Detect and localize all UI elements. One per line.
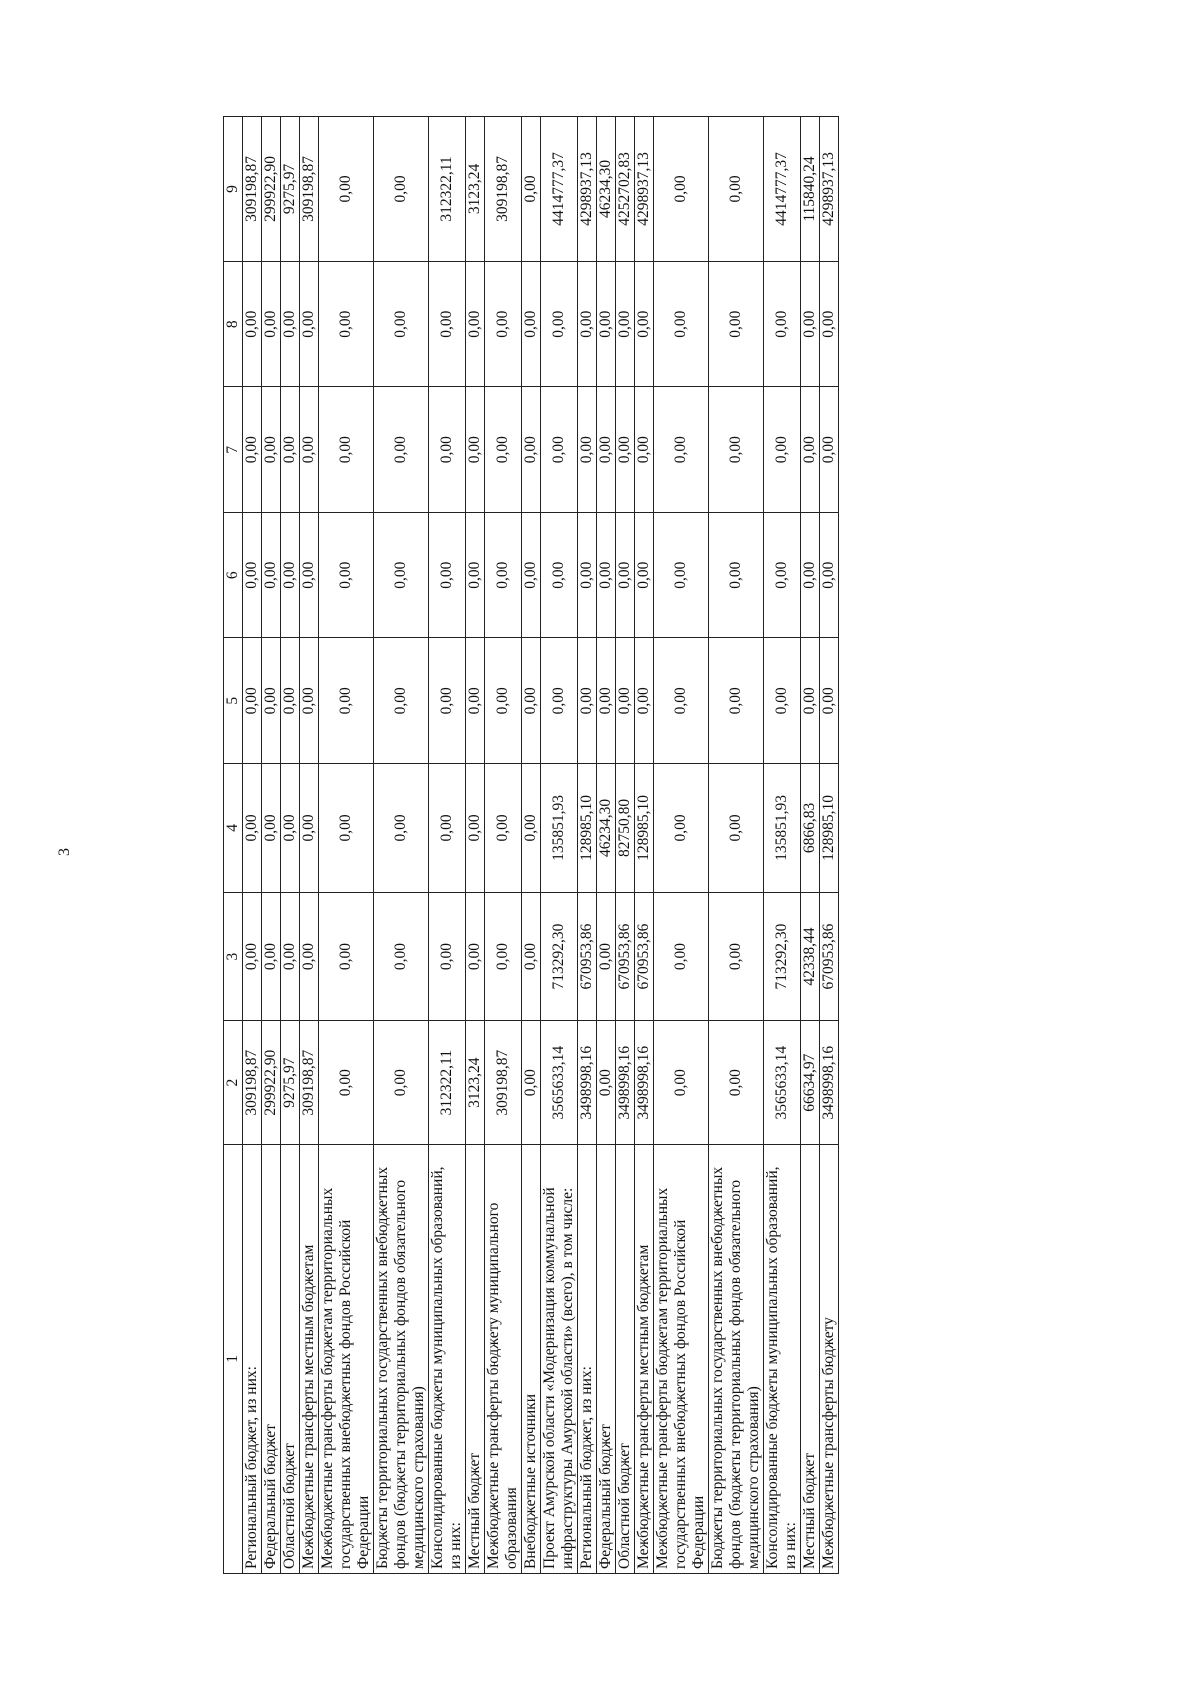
row-label: Региональный бюджет, из них: — [243, 1144, 262, 1573]
value-cell-col-5: 0,00 — [764, 638, 801, 764]
value-cell-col-5: 0,00 — [597, 638, 616, 764]
value-cell-col-6: 0,00 — [374, 512, 429, 638]
value-cell-col-6: 0,00 — [616, 512, 635, 638]
row-label: Межбюджетные трансферты бюджету — [820, 1144, 839, 1573]
value-cell-col-5: 0,00 — [374, 638, 429, 764]
value-cell-col-5: 0,00 — [300, 638, 319, 764]
value-cell-col-3: 670953,86 — [616, 892, 635, 1021]
value-cell-col-3: 0,00 — [485, 892, 522, 1021]
value-cell-col-6: 0,00 — [654, 512, 709, 638]
value-cell-col-7: 0,00 — [466, 387, 485, 513]
value-cell-col-9: 0,00 — [319, 117, 374, 262]
value-cell-col-6: 0,00 — [485, 512, 522, 638]
value-cell-col-7: 0,00 — [262, 387, 281, 513]
value-cell-col-2: 3565633,14 — [764, 1021, 801, 1144]
value-cell-col-7: 0,00 — [541, 387, 578, 513]
value-cell-col-2: 0,00 — [319, 1021, 374, 1144]
value-cell-col-7: 0,00 — [597, 387, 616, 513]
row-label: Областной бюджет — [281, 1144, 300, 1573]
row-label: Местный бюджет — [801, 1144, 820, 1573]
page-number: 3 — [56, 848, 73, 856]
value-cell-col-3: 0,00 — [319, 892, 374, 1021]
value-cell-col-2: 309198,87 — [485, 1021, 522, 1144]
value-cell-col-5: 0,00 — [616, 638, 635, 764]
value-cell-col-2: 3498998,16 — [578, 1021, 597, 1144]
value-cell-col-4: 0,00 — [466, 764, 485, 893]
value-cell-col-6: 0,00 — [281, 512, 300, 638]
table-row — [262, 117, 281, 1574]
value-cell-col-7: 0,00 — [654, 387, 709, 513]
value-cell-col-5: 0,00 — [281, 638, 300, 764]
value-cell-col-3: 670953,86 — [635, 892, 654, 1021]
value-cell-col-9: 0,00 — [522, 117, 541, 262]
column-header-9: 9 — [224, 117, 243, 262]
column-header-6: 6 — [224, 512, 243, 638]
value-cell-col-2: 309198,87 — [300, 1021, 319, 1144]
value-cell-col-8: 0,00 — [300, 261, 319, 387]
value-cell-col-3: 0,00 — [429, 892, 466, 1021]
table-row — [764, 117, 801, 1574]
value-cell-col-5: 0,00 — [635, 638, 654, 764]
value-cell-col-3: 0,00 — [243, 892, 262, 1021]
value-cell-col-9: 299922,90 — [262, 117, 281, 262]
value-cell-col-4: 0,00 — [374, 764, 429, 893]
value-cell-col-8: 0,00 — [764, 261, 801, 387]
value-cell-col-5: 0,00 — [485, 638, 522, 764]
value-cell-col-2: 3565633,14 — [541, 1021, 578, 1144]
value-cell-col-2: 0,00 — [374, 1021, 429, 1144]
value-cell-col-2: 0,00 — [709, 1021, 764, 1144]
column-header-7: 7 — [224, 387, 243, 513]
row-label: Проект Амурской области «Модернизация коммунальной инфраструктуры Амурской области» (всего), в том числе: — [541, 1144, 578, 1573]
value-cell-col-3: 670953,86 — [820, 892, 839, 1021]
value-cell-col-5: 0,00 — [654, 638, 709, 764]
table-row — [243, 117, 262, 1574]
value-cell-col-8: 0,00 — [578, 261, 597, 387]
value-cell-col-5: 0,00 — [578, 638, 597, 764]
value-cell-col-9: 309198,87 — [243, 117, 262, 262]
value-cell-col-7: 0,00 — [635, 387, 654, 513]
value-cell-col-4: 0,00 — [300, 764, 319, 893]
row-label: Федеральный бюджет — [262, 1144, 281, 1573]
table-body — [243, 117, 839, 1574]
value-cell-col-4: 46234,30 — [597, 764, 616, 893]
value-cell-col-2: 312322,11 — [429, 1021, 466, 1144]
value-cell-col-3: 0,00 — [522, 892, 541, 1021]
row-label: Областной бюджет — [616, 1144, 635, 1573]
value-cell-col-3: 0,00 — [374, 892, 429, 1021]
value-cell-col-6: 0,00 — [429, 512, 466, 638]
row-label: Региональный бюджет, из них: — [578, 1144, 597, 1573]
value-cell-col-8: 0,00 — [522, 261, 541, 387]
value-cell-col-4: 0,00 — [319, 764, 374, 893]
table-header — [224, 117, 243, 1574]
header-row — [224, 117, 243, 1574]
value-cell-col-2: 3498998,16 — [820, 1021, 839, 1144]
value-cell-col-5: 0,00 — [801, 638, 820, 764]
value-cell-col-9: 0,00 — [709, 117, 764, 262]
row-label: Бюджеты территориальных государственных внебюджетных фондов (бюджеты территориальных фондов обязательного медицинского страхования) — [374, 1144, 429, 1573]
value-cell-col-4: 0,00 — [243, 764, 262, 893]
row-label: Федеральный бюджет — [597, 1144, 616, 1573]
value-cell-col-8: 0,00 — [281, 261, 300, 387]
budget-table — [223, 116, 839, 1574]
value-cell-col-3: 713292,30 — [541, 892, 578, 1021]
value-cell-col-6: 0,00 — [522, 512, 541, 638]
value-cell-col-9: 312322,11 — [429, 117, 466, 262]
value-cell-col-3: 0,00 — [262, 892, 281, 1021]
value-cell-col-7: 0,00 — [300, 387, 319, 513]
value-cell-col-5: 0,00 — [709, 638, 764, 764]
value-cell-col-4: 0,00 — [429, 764, 466, 893]
value-cell-col-2: 9275,97 — [281, 1021, 300, 1144]
value-cell-col-9: 9275,97 — [281, 117, 300, 262]
table-row — [654, 117, 709, 1574]
column-header-8: 8 — [224, 261, 243, 387]
value-cell-col-8: 0,00 — [654, 261, 709, 387]
table-row — [635, 117, 654, 1574]
column-header-1: 1 — [224, 1144, 243, 1573]
value-cell-col-9: 4414777,37 — [764, 117, 801, 262]
row-label: Межбюджетные трансферты бюджетам территориальных государственных внебюджетных фондов Российской Федерации — [654, 1144, 709, 1573]
value-cell-col-8: 0,00 — [820, 261, 839, 387]
table-row — [466, 117, 485, 1574]
value-cell-col-7: 0,00 — [709, 387, 764, 513]
value-cell-col-9: 4414777,37 — [541, 117, 578, 262]
value-cell-col-5: 0,00 — [262, 638, 281, 764]
row-label: Местный бюджет — [466, 1144, 485, 1573]
value-cell-col-9: 0,00 — [654, 117, 709, 262]
value-cell-col-8: 0,00 — [541, 261, 578, 387]
value-cell-col-4: 0,00 — [709, 764, 764, 893]
value-cell-col-4: 0,00 — [262, 764, 281, 893]
value-cell-col-6: 0,00 — [820, 512, 839, 638]
value-cell-col-3: 0,00 — [300, 892, 319, 1021]
value-cell-col-6: 0,00 — [300, 512, 319, 638]
value-cell-col-4: 0,00 — [654, 764, 709, 893]
table-row — [319, 117, 374, 1574]
value-cell-col-7: 0,00 — [485, 387, 522, 513]
value-cell-col-6: 0,00 — [764, 512, 801, 638]
value-cell-col-2: 3498998,16 — [635, 1021, 654, 1144]
value-cell-col-3: 0,00 — [597, 892, 616, 1021]
value-cell-col-2: 0,00 — [597, 1021, 616, 1144]
value-cell-col-8: 0,00 — [243, 261, 262, 387]
column-header-3: 3 — [224, 892, 243, 1021]
column-header-5: 5 — [224, 638, 243, 764]
table-row — [709, 117, 764, 1574]
value-cell-col-9: 4252702,83 — [616, 117, 635, 262]
value-cell-col-2: 0,00 — [522, 1021, 541, 1144]
table-row — [801, 117, 820, 1574]
value-cell-col-2: 309198,87 — [243, 1021, 262, 1144]
value-cell-col-9: 309198,87 — [300, 117, 319, 262]
table-row — [820, 117, 839, 1574]
value-cell-col-3: 670953,86 — [578, 892, 597, 1021]
row-label: Межбюджетные трансферты местным бюджетам — [300, 1144, 319, 1573]
table-row — [429, 117, 466, 1574]
row-label: Бюджеты территориальных государственных внебюджетных фондов (бюджеты территориальных фондов обязательного медицинского страхования) — [709, 1144, 764, 1573]
row-label: Межбюджетные трансферты бюджетам территориальных государственных внебюджетных фондов Российской Федерации — [319, 1144, 374, 1573]
row-label: Межбюджетные трансферты бюджету муниципального образования — [485, 1144, 522, 1573]
value-cell-col-3: 0,00 — [654, 892, 709, 1021]
value-cell-col-8: 0,00 — [635, 261, 654, 387]
value-cell-col-6: 0,00 — [466, 512, 485, 638]
row-label: Межбюджетные трансферты местным бюджетам — [635, 1144, 654, 1573]
value-cell-col-4: 135851,93 — [764, 764, 801, 893]
value-cell-col-4: 0,00 — [281, 764, 300, 893]
value-cell-col-5: 0,00 — [429, 638, 466, 764]
value-cell-col-2: 299922,90 — [262, 1021, 281, 1144]
value-cell-col-9: 46234,30 — [597, 117, 616, 262]
column-header-2: 2 — [224, 1021, 243, 1144]
value-cell-col-3: 42338,44 — [801, 892, 820, 1021]
value-cell-col-6: 0,00 — [262, 512, 281, 638]
value-cell-col-2: 66634,97 — [801, 1021, 820, 1144]
value-cell-col-3: 0,00 — [709, 892, 764, 1021]
table-row — [374, 117, 429, 1574]
value-cell-col-9: 4298937,13 — [820, 117, 839, 262]
table-row — [597, 117, 616, 1574]
value-cell-col-5: 0,00 — [243, 638, 262, 764]
value-cell-col-7: 0,00 — [374, 387, 429, 513]
value-cell-col-7: 0,00 — [616, 387, 635, 513]
value-cell-col-9: 4298937,13 — [578, 117, 597, 262]
column-header-4: 4 — [224, 764, 243, 893]
row-label: Консолидированные бюджеты муниципальных образований, из них: — [429, 1144, 466, 1573]
value-cell-col-6: 0,00 — [635, 512, 654, 638]
value-cell-col-9: 309198,87 — [485, 117, 522, 262]
value-cell-col-8: 0,00 — [262, 261, 281, 387]
value-cell-col-5: 0,00 — [522, 638, 541, 764]
value-cell-col-7: 0,00 — [801, 387, 820, 513]
value-cell-col-2: 3498998,16 — [616, 1021, 635, 1144]
value-cell-col-9: 0,00 — [374, 117, 429, 262]
value-cell-col-8: 0,00 — [485, 261, 522, 387]
value-cell-col-7: 0,00 — [319, 387, 374, 513]
value-cell-col-7: 0,00 — [522, 387, 541, 513]
value-cell-col-3: 0,00 — [466, 892, 485, 1021]
value-cell-col-4: 128985,10 — [635, 764, 654, 893]
rotated-page-container — [100, 45, 1101, 1644]
table-row — [578, 117, 597, 1574]
table-row — [616, 117, 635, 1574]
value-cell-col-8: 0,00 — [801, 261, 820, 387]
value-cell-col-6: 0,00 — [801, 512, 820, 638]
value-cell-col-7: 0,00 — [820, 387, 839, 513]
value-cell-col-7: 0,00 — [764, 387, 801, 513]
value-cell-col-5: 0,00 — [466, 638, 485, 764]
value-cell-col-9: 115840,24 — [801, 117, 820, 262]
value-cell-col-9: 3123,24 — [466, 117, 485, 262]
value-cell-col-5: 0,00 — [319, 638, 374, 764]
value-cell-col-3: 713292,30 — [764, 892, 801, 1021]
value-cell-col-4: 128985,10 — [578, 764, 597, 893]
value-cell-col-2: 3123,24 — [466, 1021, 485, 1144]
table-row — [281, 117, 300, 1574]
value-cell-col-8: 0,00 — [466, 261, 485, 387]
value-cell-col-7: 0,00 — [429, 387, 466, 513]
value-cell-col-8: 0,00 — [616, 261, 635, 387]
value-cell-col-6: 0,00 — [541, 512, 578, 638]
value-cell-col-8: 0,00 — [319, 261, 374, 387]
landscape-page — [100, 45, 1101, 1644]
value-cell-col-5: 0,00 — [541, 638, 578, 764]
value-cell-col-8: 0,00 — [429, 261, 466, 387]
table-row — [522, 117, 541, 1574]
value-cell-col-7: 0,00 — [243, 387, 262, 513]
value-cell-col-6: 0,00 — [709, 512, 764, 638]
value-cell-col-4: 0,00 — [522, 764, 541, 893]
value-cell-col-7: 0,00 — [281, 387, 300, 513]
value-cell-col-4: 82750,80 — [616, 764, 635, 893]
table-row — [300, 117, 319, 1574]
value-cell-col-8: 0,00 — [597, 261, 616, 387]
row-label: Консолидированные бюджеты муниципальных образований, из них: — [764, 1144, 801, 1573]
value-cell-col-8: 0,00 — [374, 261, 429, 387]
value-cell-col-9: 4298937,13 — [635, 117, 654, 262]
value-cell-col-7: 0,00 — [578, 387, 597, 513]
value-cell-col-4: 135851,93 — [541, 764, 578, 893]
value-cell-col-6: 0,00 — [243, 512, 262, 638]
value-cell-col-6: 0,00 — [597, 512, 616, 638]
value-cell-col-6: 0,00 — [319, 512, 374, 638]
value-cell-col-4: 6866,83 — [801, 764, 820, 893]
value-cell-col-3: 0,00 — [281, 892, 300, 1021]
value-cell-col-8: 0,00 — [709, 261, 764, 387]
value-cell-col-4: 0,00 — [485, 764, 522, 893]
value-cell-col-4: 128985,10 — [820, 764, 839, 893]
table-row — [541, 117, 578, 1574]
row-label: Внебюджетные источники — [522, 1144, 541, 1573]
value-cell-col-5: 0,00 — [820, 638, 839, 764]
value-cell-col-2: 0,00 — [654, 1021, 709, 1144]
value-cell-col-6: 0,00 — [578, 512, 597, 638]
table-row — [485, 117, 522, 1574]
